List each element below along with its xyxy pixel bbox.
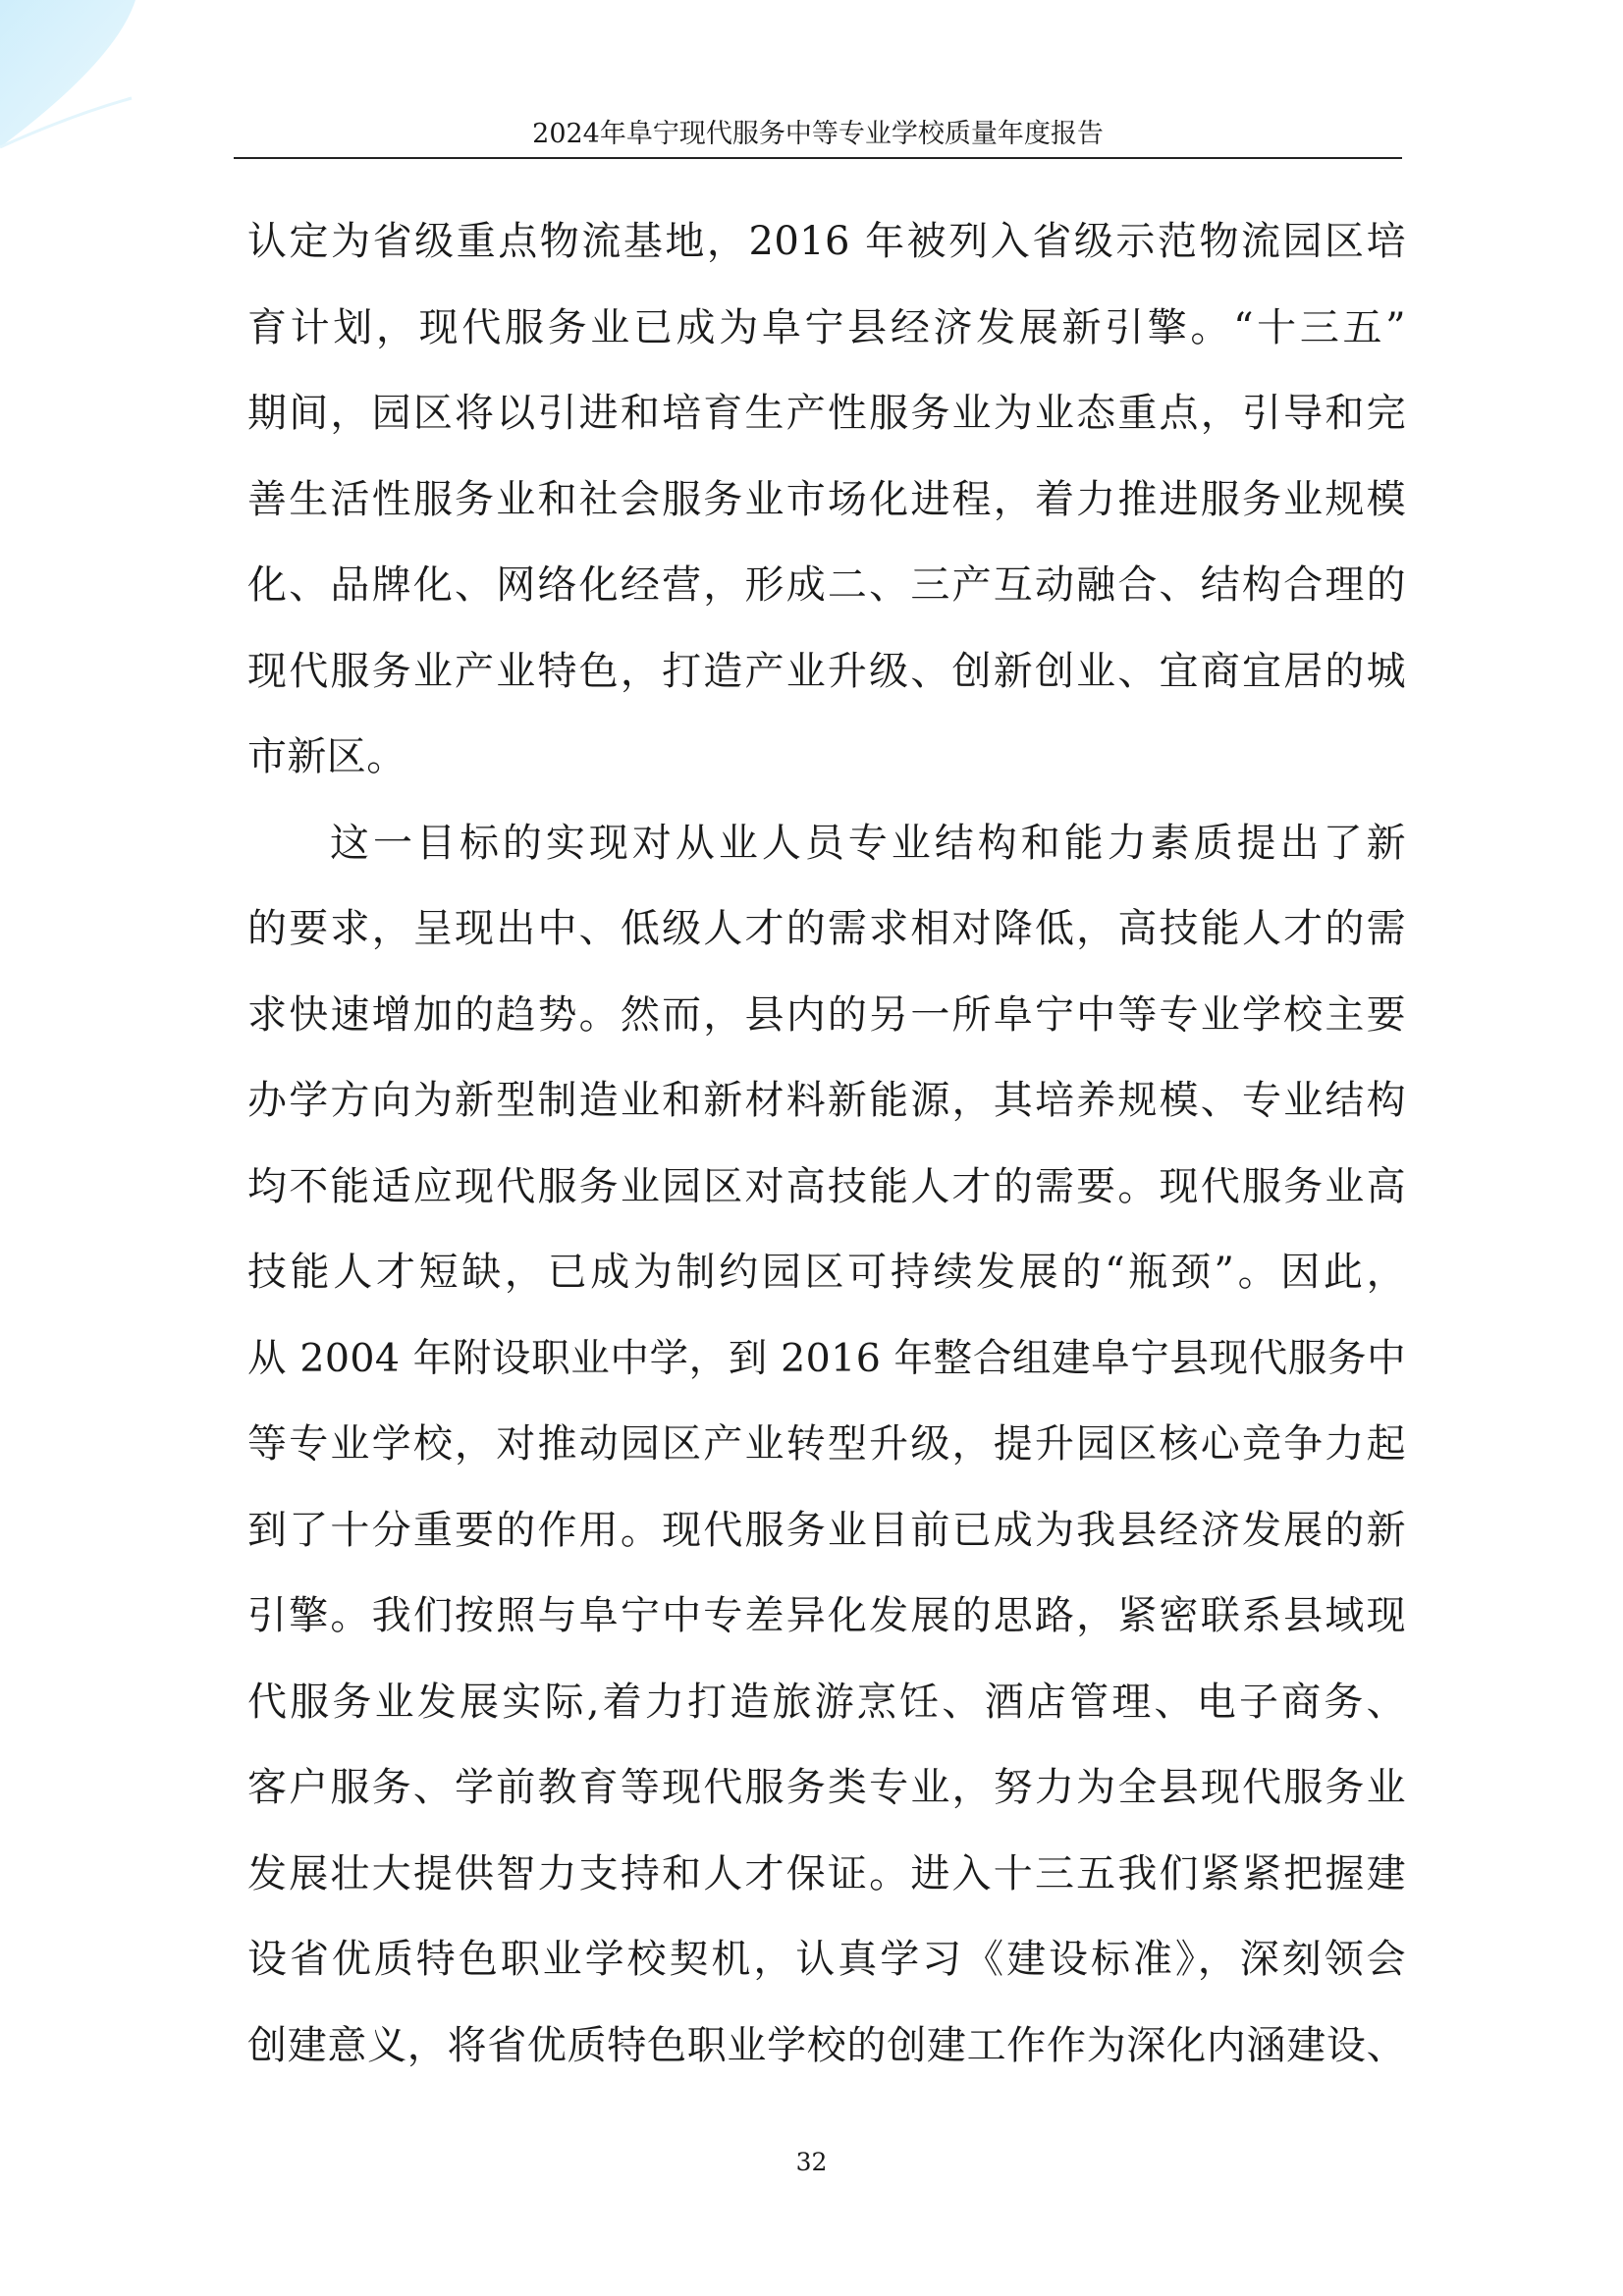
text-line: 善生活性服务业和社会服务业市场化进程，着力推进服务业规模 bbox=[247, 476, 1406, 522]
text-line: 求快速增加的趋势。然而，县内的另一所阜宁中等专业学校主要 bbox=[247, 991, 1406, 1038]
text-line: 这一目标的实现对从业人员专业结构和能力素质提出了新 bbox=[330, 820, 1406, 866]
body-text bbox=[247, 212, 1406, 2102]
text-line: 育计划，现代服务业已成为阜宁县经济发展新引擎。“十三五” bbox=[247, 304, 1406, 350]
text-line: 代服务业发展实际,着力打造旅游烹饪、酒店管理、电子商务、 bbox=[247, 1679, 1406, 1725]
text-line: 市新区。 bbox=[247, 734, 406, 779]
text-line: 期间，园区将以引进和培育生产性服务业为业态重点，引导和完 bbox=[247, 391, 1406, 436]
text-line: 设省优质特色职业学校契机，认真学习《建设标准》，深刻领会 bbox=[247, 1937, 1406, 1982]
text-line: 发展壮大提供智力支持和人才保证。进入十三五我们紧紧把握建 bbox=[247, 1850, 1406, 1896]
text-line: 从 2004 年附设职业中学，到 2016 年整合组建阜宁县现代服务中 bbox=[247, 1335, 1406, 1381]
text-line: 办学方向为新型制造业和新材料新能源，其培养规模、专业结构 bbox=[247, 1078, 1406, 1123]
text-line: 客户服务、学前教育等现代服务类专业，努力为全县现代服务业 bbox=[247, 1765, 1406, 1810]
text-line: 现代服务业产业特色，打造产业升级、创新创业、宜商宜居的城 bbox=[247, 648, 1406, 694]
paragraph bbox=[247, 814, 1406, 2103]
text-line: 的要求，呈现出中、低级人才的需求相对降低，高技能人才的需 bbox=[247, 906, 1406, 951]
text-line: 引擎。我们按照与阜宁中专差异化发展的思路，紧密联系县域现 bbox=[247, 1593, 1406, 1638]
text-line: 创建意义，将省优质特色职业学校的创建工作作为深化内涵建设、 bbox=[247, 2022, 1406, 2068]
header-divider bbox=[234, 157, 1402, 159]
text-line: 等专业学校，对推动园区产业转型升级，提升园区核心竞争力起 bbox=[247, 1421, 1406, 1467]
text-line: 均不能适应现代服务业园区对高技能人才的需要。现代服务业高 bbox=[247, 1163, 1406, 1209]
paragraph bbox=[247, 212, 1406, 814]
corner-decoration bbox=[0, 0, 147, 157]
text-line: 认定为省级重点物流基地，2016 年被列入省级示范物流园区培 bbox=[247, 219, 1406, 264]
text-line: 技能人才短缺，已成为制约园区可持续发展的“瓶颈”。因此， bbox=[247, 1250, 1406, 1295]
text-line: 到了十分重要的作用。现代服务业目前已成为我县经济发展的新 bbox=[247, 1507, 1406, 1553]
page-number: 32 bbox=[795, 2148, 828, 2176]
text-line: 化、品牌化、网络化经营，形成二、三产互动融合、结构合理的 bbox=[247, 562, 1406, 608]
running-header-title: 2024年阜宁现代服务中等专业学校质量年度报告 bbox=[532, 119, 1104, 149]
